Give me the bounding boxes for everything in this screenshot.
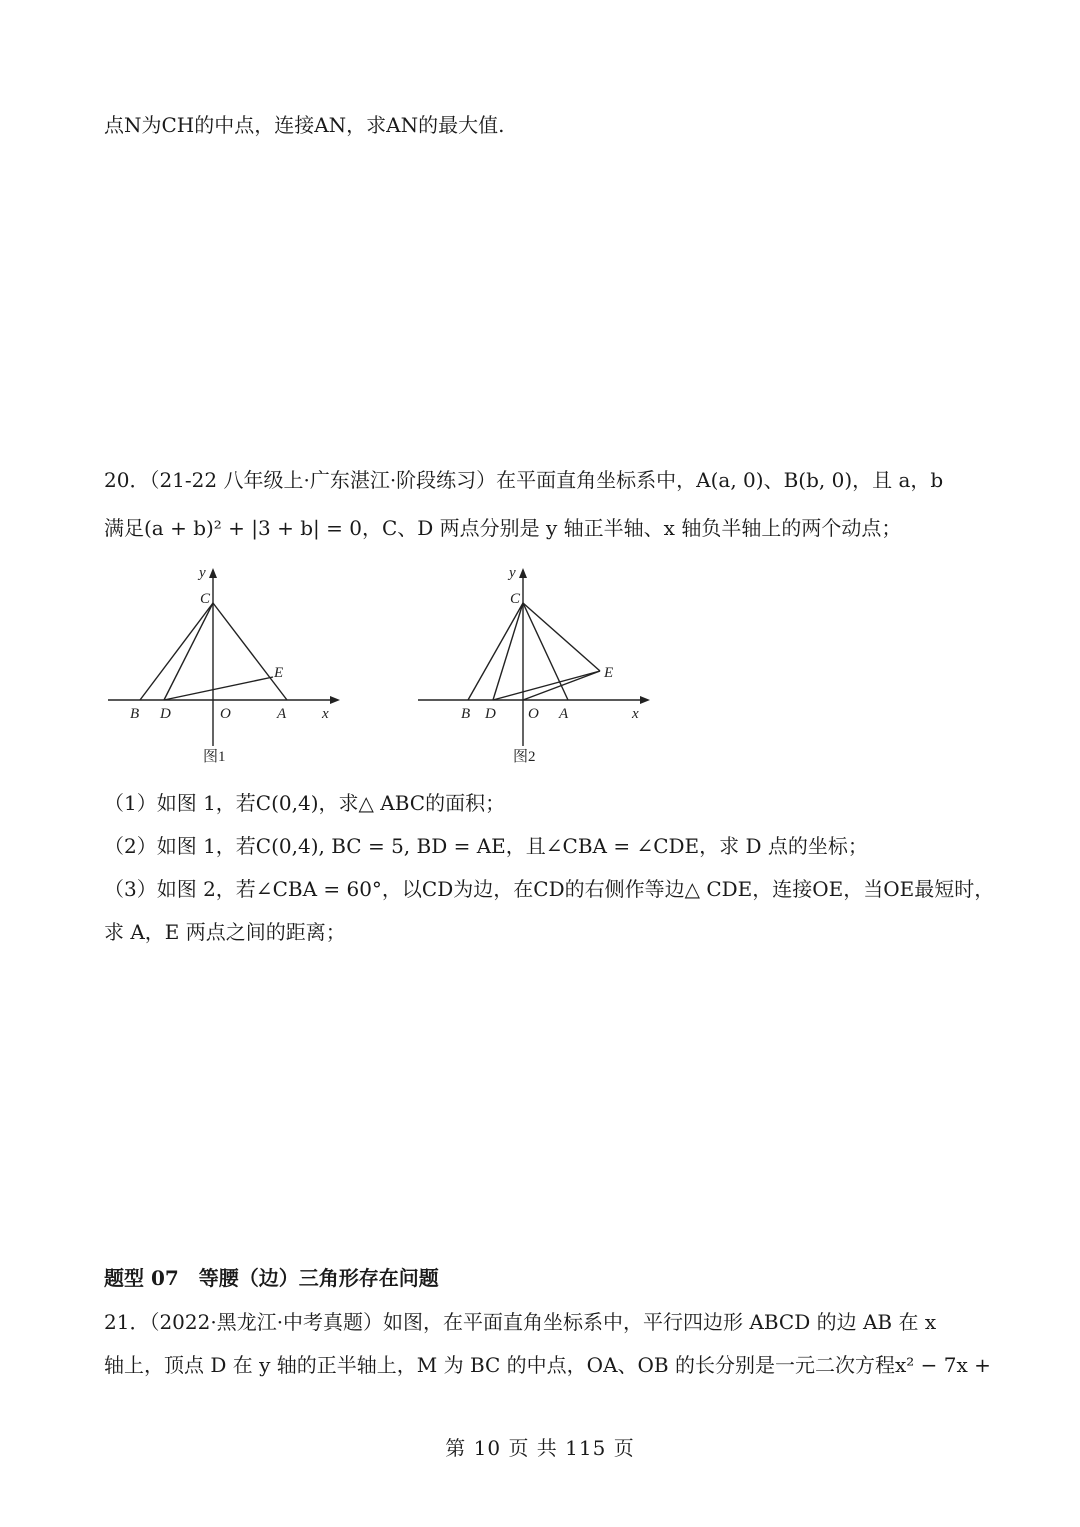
fig1-segment-BC [140, 603, 213, 700]
q20-line2: 满足(a + b)² + |3 + b| = 0，C、D 两点分别是 y 轴正半轴、x 轴负半轴上的两个动点； [104, 516, 902, 540]
page-footer: 第 10 页 共 115 页 [445, 1436, 635, 1460]
fig1-label-C: C [200, 591, 211, 607]
fig1-label-D: D [160, 706, 171, 722]
fig1-segment-CA [213, 603, 287, 700]
q20-part3-line2: 求 A，E 两点之间的距离； [104, 920, 346, 944]
section-title: 题型 07 等腰（边）三角形存在问题 [104, 1266, 439, 1290]
q20-part1: （1）如图 1，若C(0,4)，求△ ABC的面积； [104, 791, 506, 815]
figure-2 [410, 560, 660, 770]
fig2-label-C: C [510, 591, 521, 607]
fig1-y-arrow [209, 568, 217, 578]
fig1-label-O: O [220, 706, 231, 722]
figure-1 [100, 560, 350, 770]
figure-2-svg [410, 560, 660, 770]
fig1-segment-DC [164, 603, 213, 700]
fig2-label-D: D [485, 706, 496, 722]
q20-part2: （2）如图 1，若C(0,4), BC = 5, BD = AE，且∠CBA = ∠CDE，求 D 点的坐标； [104, 834, 868, 858]
fig1-label-E: E [274, 665, 284, 681]
fig1-segment-DE [164, 677, 273, 700]
fig2-label-A: A [559, 706, 569, 722]
fig2-x-arrow [640, 696, 650, 704]
fig2-y-arrow [519, 568, 527, 578]
q21-line2: 轴上，顶点 D 在 y 轴的正半轴上，M 为 BC 的中点，OA、OB 的长分别是一元二次方程x² − 7x + [104, 1353, 991, 1377]
top-question-text: 点N为CH的中点，连接AN，求AN的最大值. [104, 113, 505, 137]
fig2-caption: 图2 [513, 749, 536, 765]
fig2-label-x: x [632, 706, 639, 722]
q21-line1: 21．（2022·黑龙江·中考真题）如图，在平面直角坐标系中，平行四边形 ABCD 的边 AB 在 x [104, 1310, 937, 1334]
fig2-segment-OE [523, 671, 600, 700]
fig2-label-E: E [604, 665, 614, 681]
q20-part3-line1: （3）如图 2，若∠CBA = 60°，以CD为边，在CD的右侧作等边△ CDE，连接OE，当OE最短时， [104, 877, 995, 901]
fig1-label-B: B [130, 706, 140, 722]
fig2-label-y: y [509, 565, 516, 581]
q20-line1: 20．（21-22 八年级上·广东湛江·阶段练习）在平面直角坐标系中，A(a, 0)、B(b, 0)，且 a，b [104, 468, 944, 492]
figure-1-svg [100, 560, 350, 770]
fig2-segment-DC [493, 603, 523, 700]
fig1-label-x: x [322, 706, 329, 722]
fig2-segment-BC [468, 603, 523, 700]
fig1-caption: 图1 [203, 749, 226, 765]
fig2-segment-CE [523, 603, 600, 671]
fig2-label-O: O [528, 706, 539, 722]
fig1-x-arrow [330, 696, 340, 704]
fig2-segment-DE [493, 671, 600, 700]
fig1-label-A: A [277, 706, 287, 722]
fig2-label-B: B [461, 706, 471, 722]
fig1-label-y: y [199, 565, 206, 581]
